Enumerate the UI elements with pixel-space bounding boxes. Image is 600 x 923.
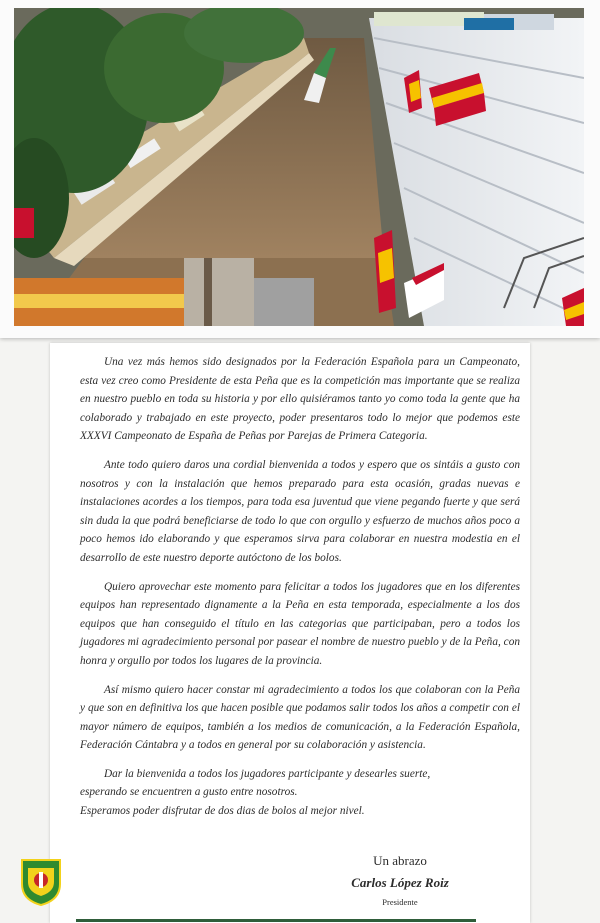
- signature-block: [320, 853, 480, 907]
- bowling-alley-photo: [14, 8, 584, 326]
- letter-paragraph-2: Ante todo quiero daros una cordial bienvenida a todos y espero que os sintáis a gusto con nosotros y con la instalación que hemos preparado para esta ocasión, gradas nuevas e instalaciones acordes a los tiempos, para toda esa juventud que viene pegando fuerte y que será sin duda la que podrá beneficiarse de todo lo que con orgullo y esfuerzo de muchos años poco a poco hemos ido elaborando y que esperamos sirva para colaborar en nuestra modestia en el desarrollo de este nuestro deporte autóctono de los bolos.: [80, 458, 520, 564]
- signature-name: Carlos López Roiz: [351, 875, 449, 890]
- letter-paragraph-3: Quiero aprovechar este momento para felicitar a todos los jugadores que en los diferentes equipos han representado dignamente a la Peña en esta temporada, especialmente a los dos equipos que han conseguido el título en las categorias que participaban, pero a todos los jugadores mi agradecimiento personal por pasear el nombre de nuestro pueblo y de la Peña, con honra y orgullo por todos los lugares de la provincia.: [80, 580, 520, 667]
- letter-closing: [80, 765, 520, 821]
- photo-card: [0, 0, 600, 338]
- bottom-rule: [76, 919, 476, 922]
- closing-line-2: esperando se encuentren a gusto entre nosotros.: [80, 786, 298, 799]
- bowling-alley-illustration: [14, 8, 584, 326]
- letter-paragraph-1: Una vez más hemos sido designados por la Federación Española para un Campeonato, esta vez creo como Presidente de esta Peña que es la competición mas importante que se realiza en nuestro pueblo en toda su historia y por ello quisiéramos tanto yo como toda la gente que ha colaborado y trabajado en este proyecto, poder presentaros todo lo mejor que podemos este XXXVI Campeonato de España de Peñas por Parejas de Primera Categoria.: [80, 356, 520, 443]
- letter-paragraph-4: Así mismo quiero hacer constar mi agradecimiento a todos los que colaboran con la Peña y que son en definitiva los que hacen posible que podamos salir todos los años a competir con el mayor número de equipos, también a los medios de comunicación, a la Federación Española, Federación Cántabra y a todos en general por su colaboración y asistencia.: [80, 683, 520, 752]
- closing-line-1: Dar la bienvenida a todos los jugadores participante y desearles suerte,: [104, 767, 431, 780]
- letter-body: [80, 353, 520, 821]
- signature-title: Presidente: [382, 897, 418, 907]
- sign-greeting: Un abrazo: [373, 853, 427, 868]
- club-crest-icon: [20, 858, 62, 906]
- welcome-letter: [50, 343, 530, 923]
- closing-line-3: Esperamos poder disfrutar de dos dias de bolos al mejor nivel.: [80, 805, 365, 818]
